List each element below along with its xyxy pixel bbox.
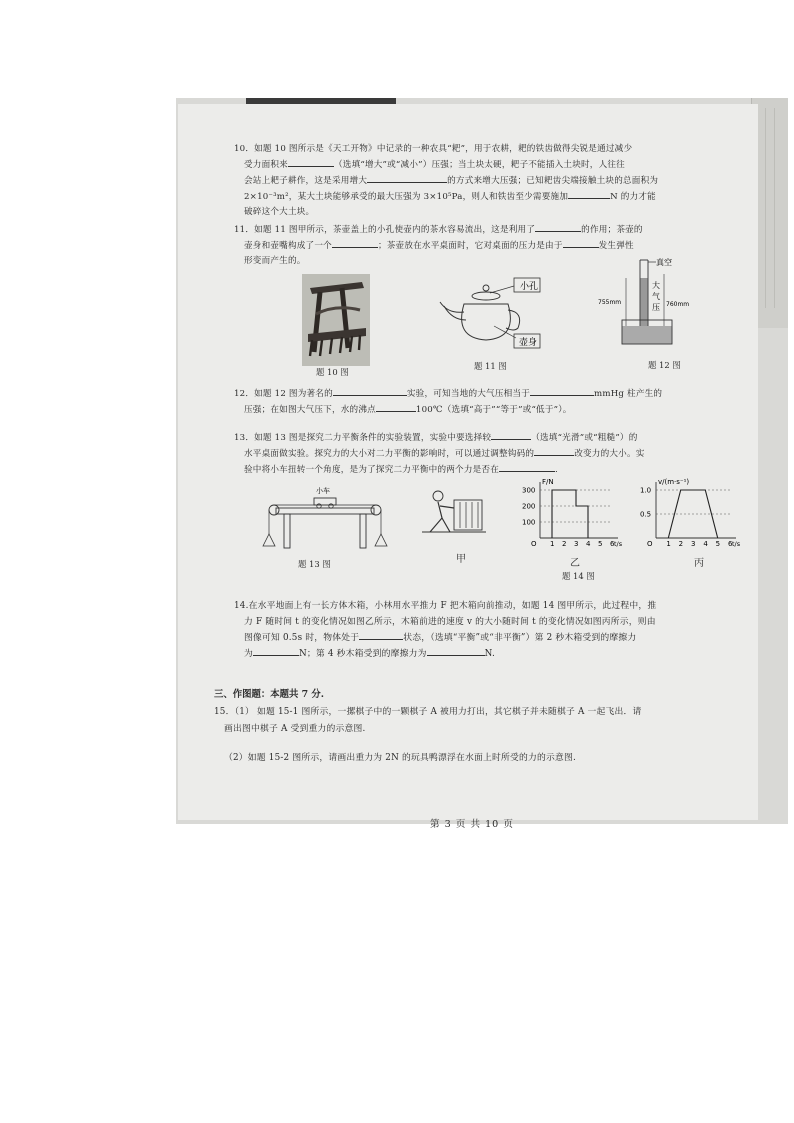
answer-blank[interactable]: [333, 386, 407, 396]
x-axis-label: t/s: [732, 540, 741, 548]
velocity-time-chart: [634, 476, 744, 548]
question-13: 13．如题 13 图是探究二力平衡条件的实验装置，实验中要选择较 （选填“光滑”或“粗糙”）的 水平桌面做实验。探究力的大小对二力平衡的影响时，可以通过调整钩码的 改变力的大小。实 验中将小车扭转一个角度，是为了探究二力平衡中的两个力是否在 .: [234, 430, 744, 478]
question-10: 10．如题 10 图所示是《天工开物》中记录的一种农具“耙”，用于农耕，耙的铁齿做得尖锐是通过减少 受力面积来 （选填“增大”或“减小”）压强；当土块太硬，耙子不能插入土块时，人往往 会站上耙子耕作，这是采用增大 的方式来增大压强；已知耙齿尖端接触土块的总面积为 2×10⁻³m²，某大土块能够承受的最大压强为 3×10⁵Pa，则人和铁齿至少需要施加 N 的力才能 破碎这个大土块。: [234, 144, 659, 217]
x-tick-label: 3: [691, 540, 696, 548]
x-tick-label: 4: [703, 540, 708, 548]
figure-10-caption: 题 10 图: [316, 367, 349, 377]
question-15: 15．（1） 如题 15-1 图所示，一摞棋子中的一颗棋子 A 被用力打出，其它棋子并未随棋子 A 一起飞出．请 画出图中棋子 A 受到重力的示意图. （2）如题 15-2 图所示，请画出重力为 2N 的玩具鸭漂浮在水面上时所受的力的示意图.: [214, 707, 642, 763]
origin-label: O: [531, 540, 537, 548]
x-tick-label: 6: [728, 540, 733, 548]
y-tick-label: 0.5: [640, 510, 652, 519]
pressure-char-3: 压: [652, 303, 660, 312]
x-tick-label: 1: [550, 540, 555, 548]
figure-14-bing-label: 丙: [694, 558, 704, 569]
harrow-photo: [302, 274, 370, 366]
x-tick-label: 1: [666, 540, 671, 548]
body-label: 壶身: [519, 338, 538, 348]
y-axis-label: v/(m·s⁻¹): [658, 478, 690, 486]
x-tick-label: 3: [574, 540, 579, 548]
answer-blank[interactable]: [530, 386, 594, 396]
height-760: 760mm: [666, 301, 690, 308]
push-crate-figure: [418, 486, 488, 540]
figure-14-jia-label: 甲: [456, 554, 466, 565]
x-tick-label: 5: [598, 540, 603, 548]
x-tick-label: 6: [610, 540, 615, 548]
teapot-figure: [434, 276, 544, 354]
series-line: [552, 490, 588, 538]
force-time-chart: [520, 476, 624, 548]
question-11: 11．如题 11 图甲所示，茶壶盖上的小孔使壶内的茶水容易流出，这是利用了 的作用；茶壶的 壶身和壶嘴构成了一个 ；茶壶放在水平桌面时，它对桌面的压力是由于 发生弹性 形变而产生的。: [234, 222, 744, 269]
scanned-page-photo: [176, 98, 788, 830]
answer-blank[interactable]: [568, 189, 610, 199]
cart-table-figure: [262, 484, 386, 564]
figure-11-caption: 题 11 图: [474, 361, 507, 371]
answer-blank[interactable]: [535, 222, 581, 232]
answer-blank[interactable]: [367, 173, 447, 183]
hole-label: 小孔: [520, 282, 539, 292]
figure-12-caption: 题 12 图: [648, 360, 681, 370]
answer-blank[interactable]: [253, 646, 299, 656]
answer-blank[interactable]: [376, 402, 416, 412]
figure-14-caption: 题 14 图: [562, 571, 595, 581]
exam-sheet: [178, 104, 758, 830]
photo-edge-shadow: [246, 98, 396, 104]
pressure-char-1: 大: [652, 281, 660, 290]
section-3-title: 三、作图题：本题共 7 分.: [214, 689, 325, 700]
answer-blank[interactable]: [563, 238, 599, 248]
answer-blank[interactable]: [534, 446, 574, 456]
question-12: 12．如题 12 图为著名的 实验，可知当地的大气压相当于 mmHg 柱产生的 压强；在如图大气压下，水的沸点 100℃（选填“高于”“等于”或“低于”）。: [234, 386, 744, 418]
answer-blank[interactable]: [499, 462, 555, 472]
figure-14-yi-label: 乙: [570, 558, 580, 569]
height-755: 755mm: [598, 299, 622, 306]
answer-blank[interactable]: [359, 630, 403, 640]
y-axis-label: F/N: [542, 478, 554, 486]
vacuum-label: 真空: [656, 258, 672, 267]
y-tick-label: 200: [522, 502, 536, 511]
pressure-char-2: 气: [652, 292, 660, 301]
cart-label: 小车: [316, 487, 330, 495]
x-axis-label: t/s: [614, 540, 623, 548]
x-tick-label: 2: [678, 540, 684, 548]
page-footer: 第 3 页 共 10 页: [430, 819, 514, 830]
answer-blank[interactable]: [332, 238, 378, 248]
answer-blank[interactable]: [288, 157, 334, 167]
x-tick-label: 4: [586, 540, 591, 548]
y-tick-label: 300: [522, 486, 536, 495]
question-14: 14.在水平地面上有一长方体木箱，小林用水平推力 F 把木箱向前推动，如题 14 图甲所示，此过程中，推 力 F 随时间 t 的变化情况如图乙所示，木箱前进的速度 v 的大小随时间 t 的变化情况如图丙所示，则由 图像可知 0.5s 时，物体处于 状态，（选填“平衡”或“非平衡”）第 2 秒木箱受到的摩擦力 为 N；第 4 秒木箱受到的摩擦力为 N.: [234, 601, 657, 659]
y-tick-label: 100: [522, 518, 536, 527]
origin-label: O: [647, 540, 653, 548]
torricelli-figure: [594, 256, 694, 356]
x-tick-label: 2: [562, 540, 567, 548]
answer-blank[interactable]: [491, 430, 531, 440]
y-tick-label: 1.0: [640, 486, 652, 495]
answer-blank[interactable]: [427, 646, 485, 656]
x-tick-label: 5: [715, 540, 721, 548]
figure-13-caption: 题 13 图: [298, 559, 331, 569]
